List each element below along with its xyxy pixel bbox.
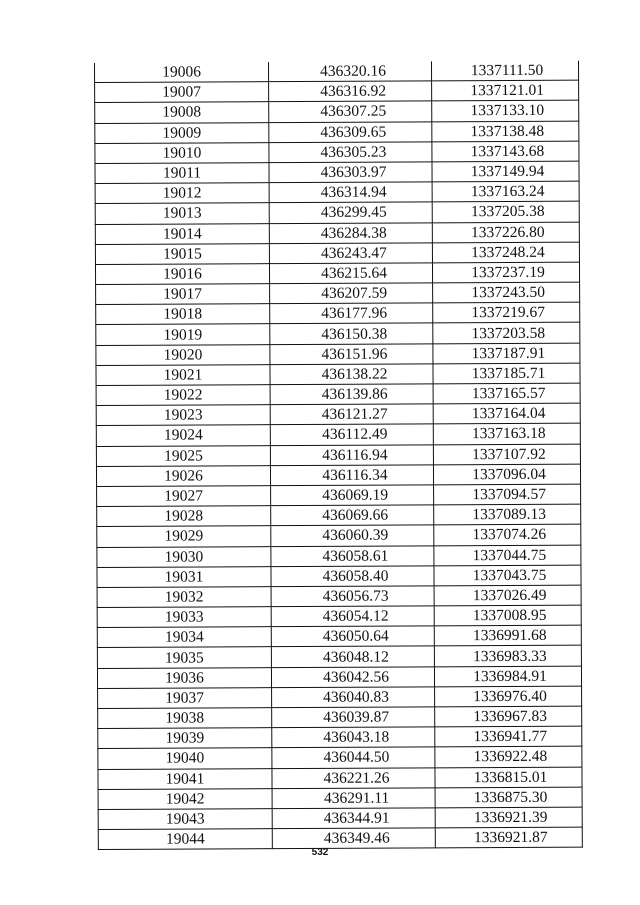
- table-row: [97, 484, 581, 507]
- y-coordinate-cell: 1336921.39: [435, 807, 582, 828]
- table-row: [96, 302, 580, 325]
- point-id-cell: 19039: [98, 728, 272, 749]
- point-id-cell: 19034: [97, 627, 271, 648]
- y-coordinate-cell: 1337203.58: [433, 323, 580, 344]
- y-coordinate-cell: 1336991.68: [434, 625, 581, 646]
- point-id-cell: 19025: [96, 445, 270, 466]
- table-row: [98, 706, 582, 729]
- coordinate-table: [94, 61, 583, 851]
- y-coordinate-cell: 1336984.91: [434, 666, 581, 687]
- point-id-cell: 19024: [96, 425, 270, 446]
- y-coordinate-cell: 1337205.38: [432, 201, 579, 222]
- point-id-cell: 19033: [97, 607, 271, 628]
- table-row: [95, 262, 579, 285]
- x-coordinate-cell: 436112.49: [270, 424, 433, 445]
- x-coordinate-cell: 436040.83: [272, 687, 435, 708]
- point-id-cell: 19038: [98, 708, 272, 729]
- point-id-cell: 19036: [97, 667, 271, 688]
- x-coordinate-cell: 436243.47: [269, 243, 432, 264]
- table-row: [97, 605, 581, 628]
- y-coordinate-cell: 1337149.94: [432, 161, 579, 182]
- y-coordinate-cell: 1337163.24: [432, 181, 579, 202]
- y-coordinate-cell: 1336941.77: [435, 726, 582, 747]
- y-coordinate-cell: 1337143.68: [432, 141, 579, 162]
- table-row: [96, 403, 580, 426]
- page-number: 532: [311, 847, 329, 858]
- point-id-cell: 19043: [98, 809, 272, 830]
- y-coordinate-cell: 1337121.01: [432, 80, 579, 101]
- y-coordinate-cell: 1337089.13: [434, 504, 581, 525]
- y-coordinate-cell: 1337107.92: [433, 444, 580, 465]
- table-row: [96, 363, 580, 386]
- table-row: [95, 161, 579, 184]
- point-id-cell: 19037: [98, 687, 272, 708]
- table-row: [94, 61, 578, 83]
- x-coordinate-cell: 436305.23: [269, 142, 432, 163]
- x-coordinate-cell: 436043.18: [272, 727, 435, 748]
- x-coordinate-cell: 436039.87: [272, 707, 435, 728]
- y-coordinate-cell: 1336983.33: [434, 646, 581, 667]
- table-row: [97, 565, 581, 588]
- y-coordinate-cell: 1337044.75: [434, 545, 581, 566]
- y-coordinate-cell: 1337226.80: [432, 222, 579, 243]
- x-coordinate-cell: 436044.50: [272, 747, 435, 768]
- x-coordinate-cell: 436303.97: [269, 162, 432, 183]
- point-id-cell: 19041: [98, 768, 272, 789]
- x-coordinate-cell: 436116.94: [270, 444, 433, 465]
- x-coordinate-cell: 436344.91: [272, 808, 435, 829]
- table-row: [96, 444, 580, 467]
- point-id-cell: 19031: [97, 566, 271, 587]
- x-coordinate-cell: 436221.26: [272, 767, 435, 788]
- x-coordinate-cell: 436138.22: [270, 364, 433, 385]
- point-id-cell: 19035: [97, 647, 271, 668]
- point-id-cell: 19007: [95, 82, 269, 103]
- table-row: [95, 101, 579, 124]
- y-coordinate-cell: 1336976.40: [435, 686, 582, 707]
- table-row: [97, 524, 581, 547]
- coordinate-table-wrapper: [94, 61, 582, 851]
- x-coordinate-cell: 436299.45: [269, 202, 432, 223]
- x-coordinate-cell: 436177.96: [270, 303, 433, 324]
- table-row: [97, 504, 581, 527]
- table-row: [98, 746, 582, 769]
- x-coordinate-cell: 436320.16: [268, 61, 431, 81]
- y-coordinate-cell: 1337165.57: [433, 383, 580, 404]
- x-coordinate-cell: 436150.38: [270, 323, 433, 344]
- point-id-cell: 19029: [97, 526, 271, 547]
- y-coordinate-cell: 1337163.18: [433, 424, 580, 445]
- table-row: [95, 242, 579, 265]
- y-coordinate-cell: 1337096.04: [433, 464, 580, 485]
- y-coordinate-cell: 1337219.67: [433, 302, 580, 323]
- point-id-cell: 19013: [95, 203, 269, 224]
- x-coordinate-cell: 436042.56: [271, 666, 434, 687]
- table-row: [98, 767, 582, 790]
- table-row: [95, 141, 579, 164]
- table-row: [97, 666, 581, 689]
- y-coordinate-cell: 1337043.75: [434, 565, 581, 586]
- x-coordinate-cell: 436316.92: [269, 81, 432, 102]
- y-coordinate-cell: 1336875.30: [435, 787, 582, 808]
- table-row: [98, 787, 582, 810]
- y-coordinate-cell: 1337164.04: [433, 403, 580, 424]
- point-id-cell: 19010: [95, 142, 269, 163]
- y-coordinate-cell: 1337074.26: [434, 524, 581, 545]
- x-coordinate-cell: 436056.73: [271, 586, 434, 607]
- table-row: [95, 201, 579, 224]
- x-coordinate-cell: 436048.12: [271, 646, 434, 667]
- point-id-cell: 19006: [94, 62, 268, 83]
- point-id-cell: 19012: [95, 183, 269, 204]
- point-id-cell: 19026: [96, 465, 270, 486]
- point-id-cell: 19009: [95, 122, 269, 143]
- point-id-cell: 19019: [96, 324, 270, 345]
- table-row: [96, 464, 580, 487]
- y-coordinate-cell: 1336967.83: [435, 706, 582, 727]
- table-row: [95, 121, 579, 144]
- x-coordinate-cell: 436069.66: [271, 505, 434, 526]
- y-coordinate-cell: 1336922.48: [435, 746, 582, 767]
- point-id-cell: 19016: [95, 264, 269, 285]
- y-coordinate-cell: 1337008.95: [434, 605, 581, 626]
- x-coordinate-cell: 436291.11: [272, 788, 435, 809]
- point-id-cell: 19017: [96, 284, 270, 305]
- point-id-cell: 19014: [95, 223, 269, 244]
- table-row: [97, 625, 581, 648]
- x-coordinate-cell: 436314.94: [269, 182, 432, 203]
- table-row: [97, 545, 581, 568]
- x-coordinate-cell: 436139.86: [270, 384, 433, 405]
- y-coordinate-cell: 1337111.50: [431, 61, 578, 81]
- table-row: [95, 80, 579, 103]
- x-coordinate-cell: 436121.27: [270, 404, 433, 425]
- table-row: [96, 282, 580, 305]
- y-coordinate-cell: 1337185.71: [433, 363, 580, 384]
- table-row: [98, 807, 582, 830]
- table-row: [96, 323, 580, 346]
- point-id-cell: 19044: [98, 829, 272, 850]
- table-row: [98, 686, 582, 709]
- x-coordinate-cell: 436054.12: [271, 606, 434, 627]
- x-coordinate-cell: 436307.25: [269, 101, 432, 122]
- coordinate-table-body: [94, 61, 582, 850]
- table-row: [96, 343, 580, 366]
- y-coordinate-cell: 1337094.57: [434, 484, 581, 505]
- x-coordinate-cell: 436050.64: [271, 626, 434, 647]
- y-coordinate-cell: 1337026.49: [434, 585, 581, 606]
- point-id-cell: 19027: [97, 486, 271, 507]
- point-id-cell: 19030: [97, 546, 271, 567]
- table-row: [95, 222, 579, 245]
- point-id-cell: 19023: [96, 405, 270, 426]
- point-id-cell: 19021: [96, 364, 270, 385]
- table-row: [97, 585, 581, 608]
- x-coordinate-cell: 436060.39: [271, 525, 434, 546]
- y-coordinate-cell: 1337248.24: [432, 242, 579, 263]
- y-coordinate-cell: 1336921.87: [435, 827, 582, 848]
- table-row: [95, 181, 579, 204]
- point-id-cell: 19020: [96, 344, 270, 365]
- x-coordinate-cell: 436349.46: [272, 828, 435, 849]
- y-coordinate-cell: 1337243.50: [433, 282, 580, 303]
- x-coordinate-cell: 436069.19: [271, 485, 434, 506]
- point-id-cell: 19011: [95, 163, 269, 184]
- point-id-cell: 19040: [98, 748, 272, 769]
- point-id-cell: 19018: [96, 304, 270, 325]
- point-id-cell: 19022: [96, 385, 270, 406]
- table-row: [97, 646, 581, 669]
- point-id-cell: 19032: [97, 587, 271, 608]
- x-coordinate-cell: 436058.40: [271, 566, 434, 587]
- x-coordinate-cell: 436151.96: [270, 343, 433, 364]
- y-coordinate-cell: 1337187.91: [433, 343, 580, 364]
- x-coordinate-cell: 436215.64: [269, 263, 432, 284]
- table-row: [96, 383, 580, 406]
- point-id-cell: 19015: [95, 243, 269, 264]
- table-row: [96, 424, 580, 447]
- point-id-cell: 19028: [97, 506, 271, 527]
- y-coordinate-cell: 1337138.48: [432, 121, 579, 142]
- y-coordinate-cell: 1337237.19: [432, 262, 579, 283]
- x-coordinate-cell: 436207.59: [270, 283, 433, 304]
- table-row: [98, 726, 582, 749]
- y-coordinate-cell: 1336815.01: [435, 767, 582, 788]
- x-coordinate-cell: 436058.61: [271, 545, 434, 566]
- x-coordinate-cell: 436116.34: [270, 465, 433, 486]
- point-id-cell: 19008: [95, 102, 269, 123]
- x-coordinate-cell: 436284.38: [269, 222, 432, 243]
- y-coordinate-cell: 1337133.10: [432, 101, 579, 122]
- x-coordinate-cell: 436309.65: [269, 121, 432, 142]
- point-id-cell: 19042: [98, 788, 272, 809]
